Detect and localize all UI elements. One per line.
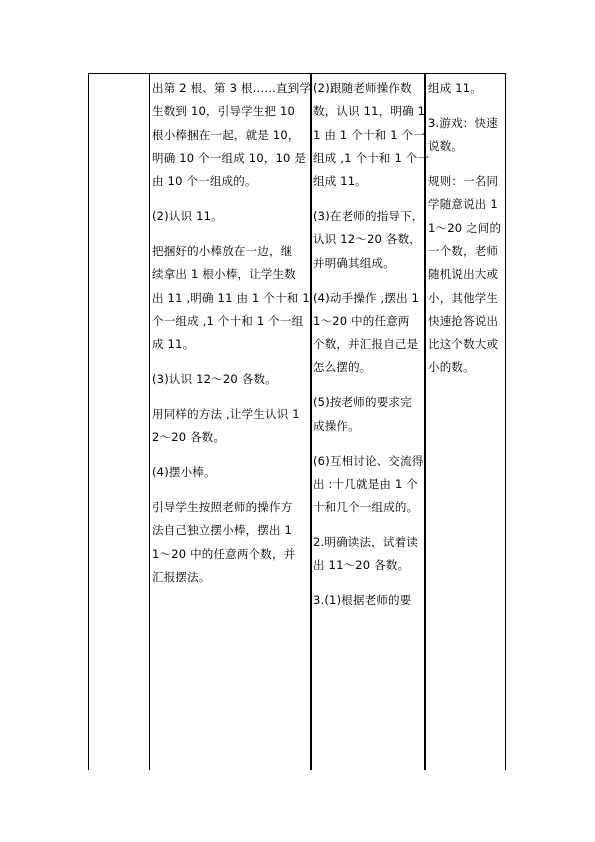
student-activity-paragraph — [313, 531, 429, 578]
student-activity-text-line: 怎么摆的。 — [313, 360, 372, 375]
student-activity-text-line: 1～20 中的任意两 — [313, 313, 410, 328]
notes-text-line: 学随意说出 1 — [428, 197, 498, 212]
table-column-divider-1 — [149, 73, 150, 770]
teacher-activity-text-line: (3)认识 12～20 各数。 — [152, 372, 277, 387]
notes-text-line: 随机说出大或 — [428, 267, 499, 282]
teacher-activity-text-line: 引导学生按照老师的操作方 — [152, 500, 293, 515]
teacher-activity-column — [152, 77, 311, 589]
teacher-activity-paragraph — [152, 496, 311, 589]
student-activity-paragraph — [313, 205, 429, 275]
student-activity-paragraph — [313, 450, 429, 520]
teacher-activity-text-line: 法自己独立摆小棒，摆出 1 — [152, 523, 293, 538]
student-activity-paragraph — [313, 77, 429, 193]
teacher-activity-text-line: 2～20 各数。 — [152, 430, 226, 445]
student-activity-text-line: (6)互相讨论、交流得 — [313, 453, 424, 468]
student-activity-text-line: 并明确其组成。 — [313, 255, 395, 270]
teacher-activity-text-line: 续拿出 1 根小棒，让学生数 — [152, 267, 296, 282]
student-activity-text-line: (5)按老师的要求完 — [313, 395, 412, 410]
teacher-activity-text-line: 由 10 个一组成的。 — [152, 174, 257, 189]
teacher-activity-text-line: 1～20 中的任意两个数，并 — [152, 546, 296, 561]
teacher-activity-text-line: 个一组成 ,1 个十和 1 个一组 — [152, 313, 304, 328]
teacher-activity-text-line: 用同样的方法 ,让学生认识 1 — [152, 406, 300, 421]
notes-text-line: 说数。 — [428, 139, 464, 154]
student-activity-paragraph — [313, 391, 429, 438]
teacher-activity-text-line: (4)摆小棒。 — [152, 465, 216, 480]
notes-text-line: 一个数，老师 — [428, 243, 499, 258]
notes-text-line: 规则：一名同 — [428, 174, 499, 189]
student-activity-text-line: 数，认识 11，明确 1 — [313, 104, 426, 119]
student-activity-text-line: 组成 11。 — [313, 174, 367, 189]
teacher-activity-text-line: 出 11 ,明确 11 由 1 个十和 1 — [152, 290, 310, 305]
teacher-activity-paragraph — [152, 461, 311, 484]
notes-paragraph — [428, 170, 501, 380]
notes-column — [428, 77, 501, 380]
notes-text-line: 比这个数大或 — [428, 337, 499, 352]
teacher-activity-text-line: 成 11。 — [152, 337, 195, 352]
student-activity-text-line: 组成 ,1 个十和 1 个一 — [313, 150, 430, 165]
student-activity-text-line: 2.明确读法，试着读 — [313, 535, 418, 550]
student-activity-column — [313, 77, 429, 613]
teacher-activity-text-line: 生数到 10，引导学生把 10 — [152, 104, 296, 119]
notes-text-line: 3.游戏：快速 — [428, 115, 498, 130]
teacher-activity-text-line: 出第 2 根、第 3 根……直到学 — [152, 81, 312, 95]
notes-text-line: 快速抢答说出 — [428, 313, 499, 328]
student-activity-text-line: (3)在老师的指导下， — [313, 209, 424, 224]
teacher-activity-text-line: 把捆好的小棒放在一边，继 — [152, 243, 293, 258]
notes-text-line: 组成 11。 — [428, 81, 482, 95]
student-activity-text-line: (4)动手操作 ,摆出 1 — [313, 290, 420, 305]
notes-paragraph — [428, 112, 501, 159]
teacher-activity-text-line: 汇报摆法。 — [152, 569, 211, 584]
student-activity-text-line: 出 :十几就是由 1 个 — [313, 476, 419, 491]
student-activity-text-line: 个数，并汇报自己是 — [313, 337, 419, 352]
teacher-activity-text-line: 明确 10 个一组成 10，10 是 — [152, 150, 307, 165]
teacher-activity-text-line: (2)认识 11。 — [152, 209, 223, 224]
student-activity-paragraph — [313, 287, 429, 380]
teacher-activity-paragraph — [152, 205, 311, 228]
student-activity-text-line: 十和几个一组成的。 — [313, 500, 419, 515]
teacher-activity-paragraph — [152, 240, 311, 356]
student-activity-text-line: 成操作。 — [313, 418, 360, 433]
notes-text-line: 小的数。 — [428, 360, 475, 375]
notes-text-line: 1～20 之间的 — [428, 220, 502, 235]
teacher-activity-text-line: 根小棒捆在一起，就是 10， — [152, 127, 300, 142]
student-activity-text-line: 1 由 1 个十和 1 个一 — [313, 127, 426, 142]
student-activity-text-line: 出 11～20 各数。 — [313, 558, 410, 573]
student-activity-text-line: 认识 12～20 各数， — [313, 232, 421, 247]
teacher-activity-paragraph — [152, 77, 311, 193]
student-activity-text-line: 3.(1)根据老师的要 — [313, 593, 412, 608]
notes-paragraph — [428, 77, 501, 100]
teacher-activity-paragraph — [152, 403, 311, 450]
teacher-activity-paragraph — [152, 368, 311, 391]
student-activity-paragraph — [313, 589, 429, 612]
notes-text-line: 小，其他学生 — [428, 290, 499, 305]
student-activity-text-line: (2)跟随老师操作数 — [313, 81, 412, 95]
